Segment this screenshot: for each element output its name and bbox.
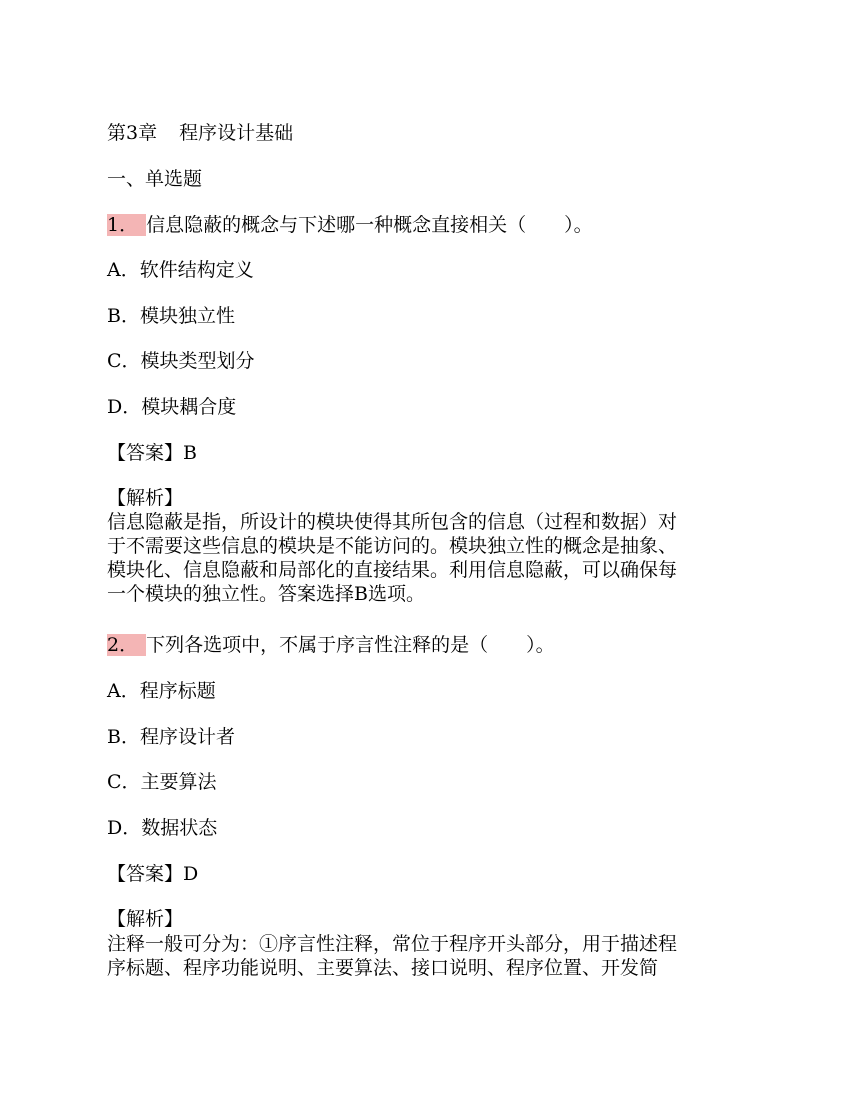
question-2-option-c: C．主要算法 — [107, 771, 217, 793]
question-1-answer: 【答案】B — [107, 442, 197, 464]
question-1-analysis-label: 【解析】 — [107, 487, 184, 509]
question-2-analysis-label: 【解析】 — [107, 908, 184, 930]
question-2-option-b: B．程序设计者 — [107, 726, 235, 748]
question-1-option-b: B．模块独立性 — [107, 305, 235, 327]
chapter-label: 第3章 — [107, 122, 158, 144]
question-1-option-a: A．软件结构定义 — [107, 259, 254, 281]
question-1-analysis-line: 模块化、信息隐蔽和局部化的直接结果。利用信息隐蔽，可以确保每 — [107, 559, 678, 581]
question-2-number: 2． — [107, 634, 146, 656]
chapter-heading — [107, 121, 293, 145]
question-1-analysis-line: 信息隐蔽是指，所设计的模块使得其所包含的信息（过程和数据）对 — [107, 511, 678, 533]
question-1-analysis-line: 一个模块的独立性。答案选择B选项。 — [107, 583, 425, 605]
question-2-stem: 下列各选项中，不属于序言性注释的是（ ）。 — [146, 634, 555, 656]
question-1-stem: 信息隐蔽的概念与下述哪一种概念直接相关（ ）。 — [146, 214, 593, 236]
question-2-option-d: D．数据状态 — [107, 817, 218, 839]
section-heading: 一、单选题 — [107, 168, 203, 190]
question-2-analysis-line: 注释一般可分为：①序言性注释，常位于程序开头部分，用于描述程 — [107, 933, 678, 955]
question-1-analysis-line: 于不需要这些信息的模块是不能访问的。模块独立性的概念是抽象、 — [107, 535, 678, 557]
question-1-stem-line — [107, 213, 593, 237]
question-1-option-c: C．模块类型划分 — [107, 350, 255, 372]
question-1-number: 1． — [107, 214, 146, 236]
question-2-analysis-line: 序标题、程序功能说明、主要算法、接口说明、程序位置、开发简 — [107, 957, 659, 979]
question-2-answer: 【答案】D — [107, 863, 199, 885]
chapter-title: 程序设计基础 — [179, 122, 294, 144]
question-1-option-d: D．模块耦合度 — [107, 396, 237, 418]
question-2-stem-line — [107, 633, 555, 657]
question-2-option-a: A．程序标题 — [107, 680, 216, 702]
